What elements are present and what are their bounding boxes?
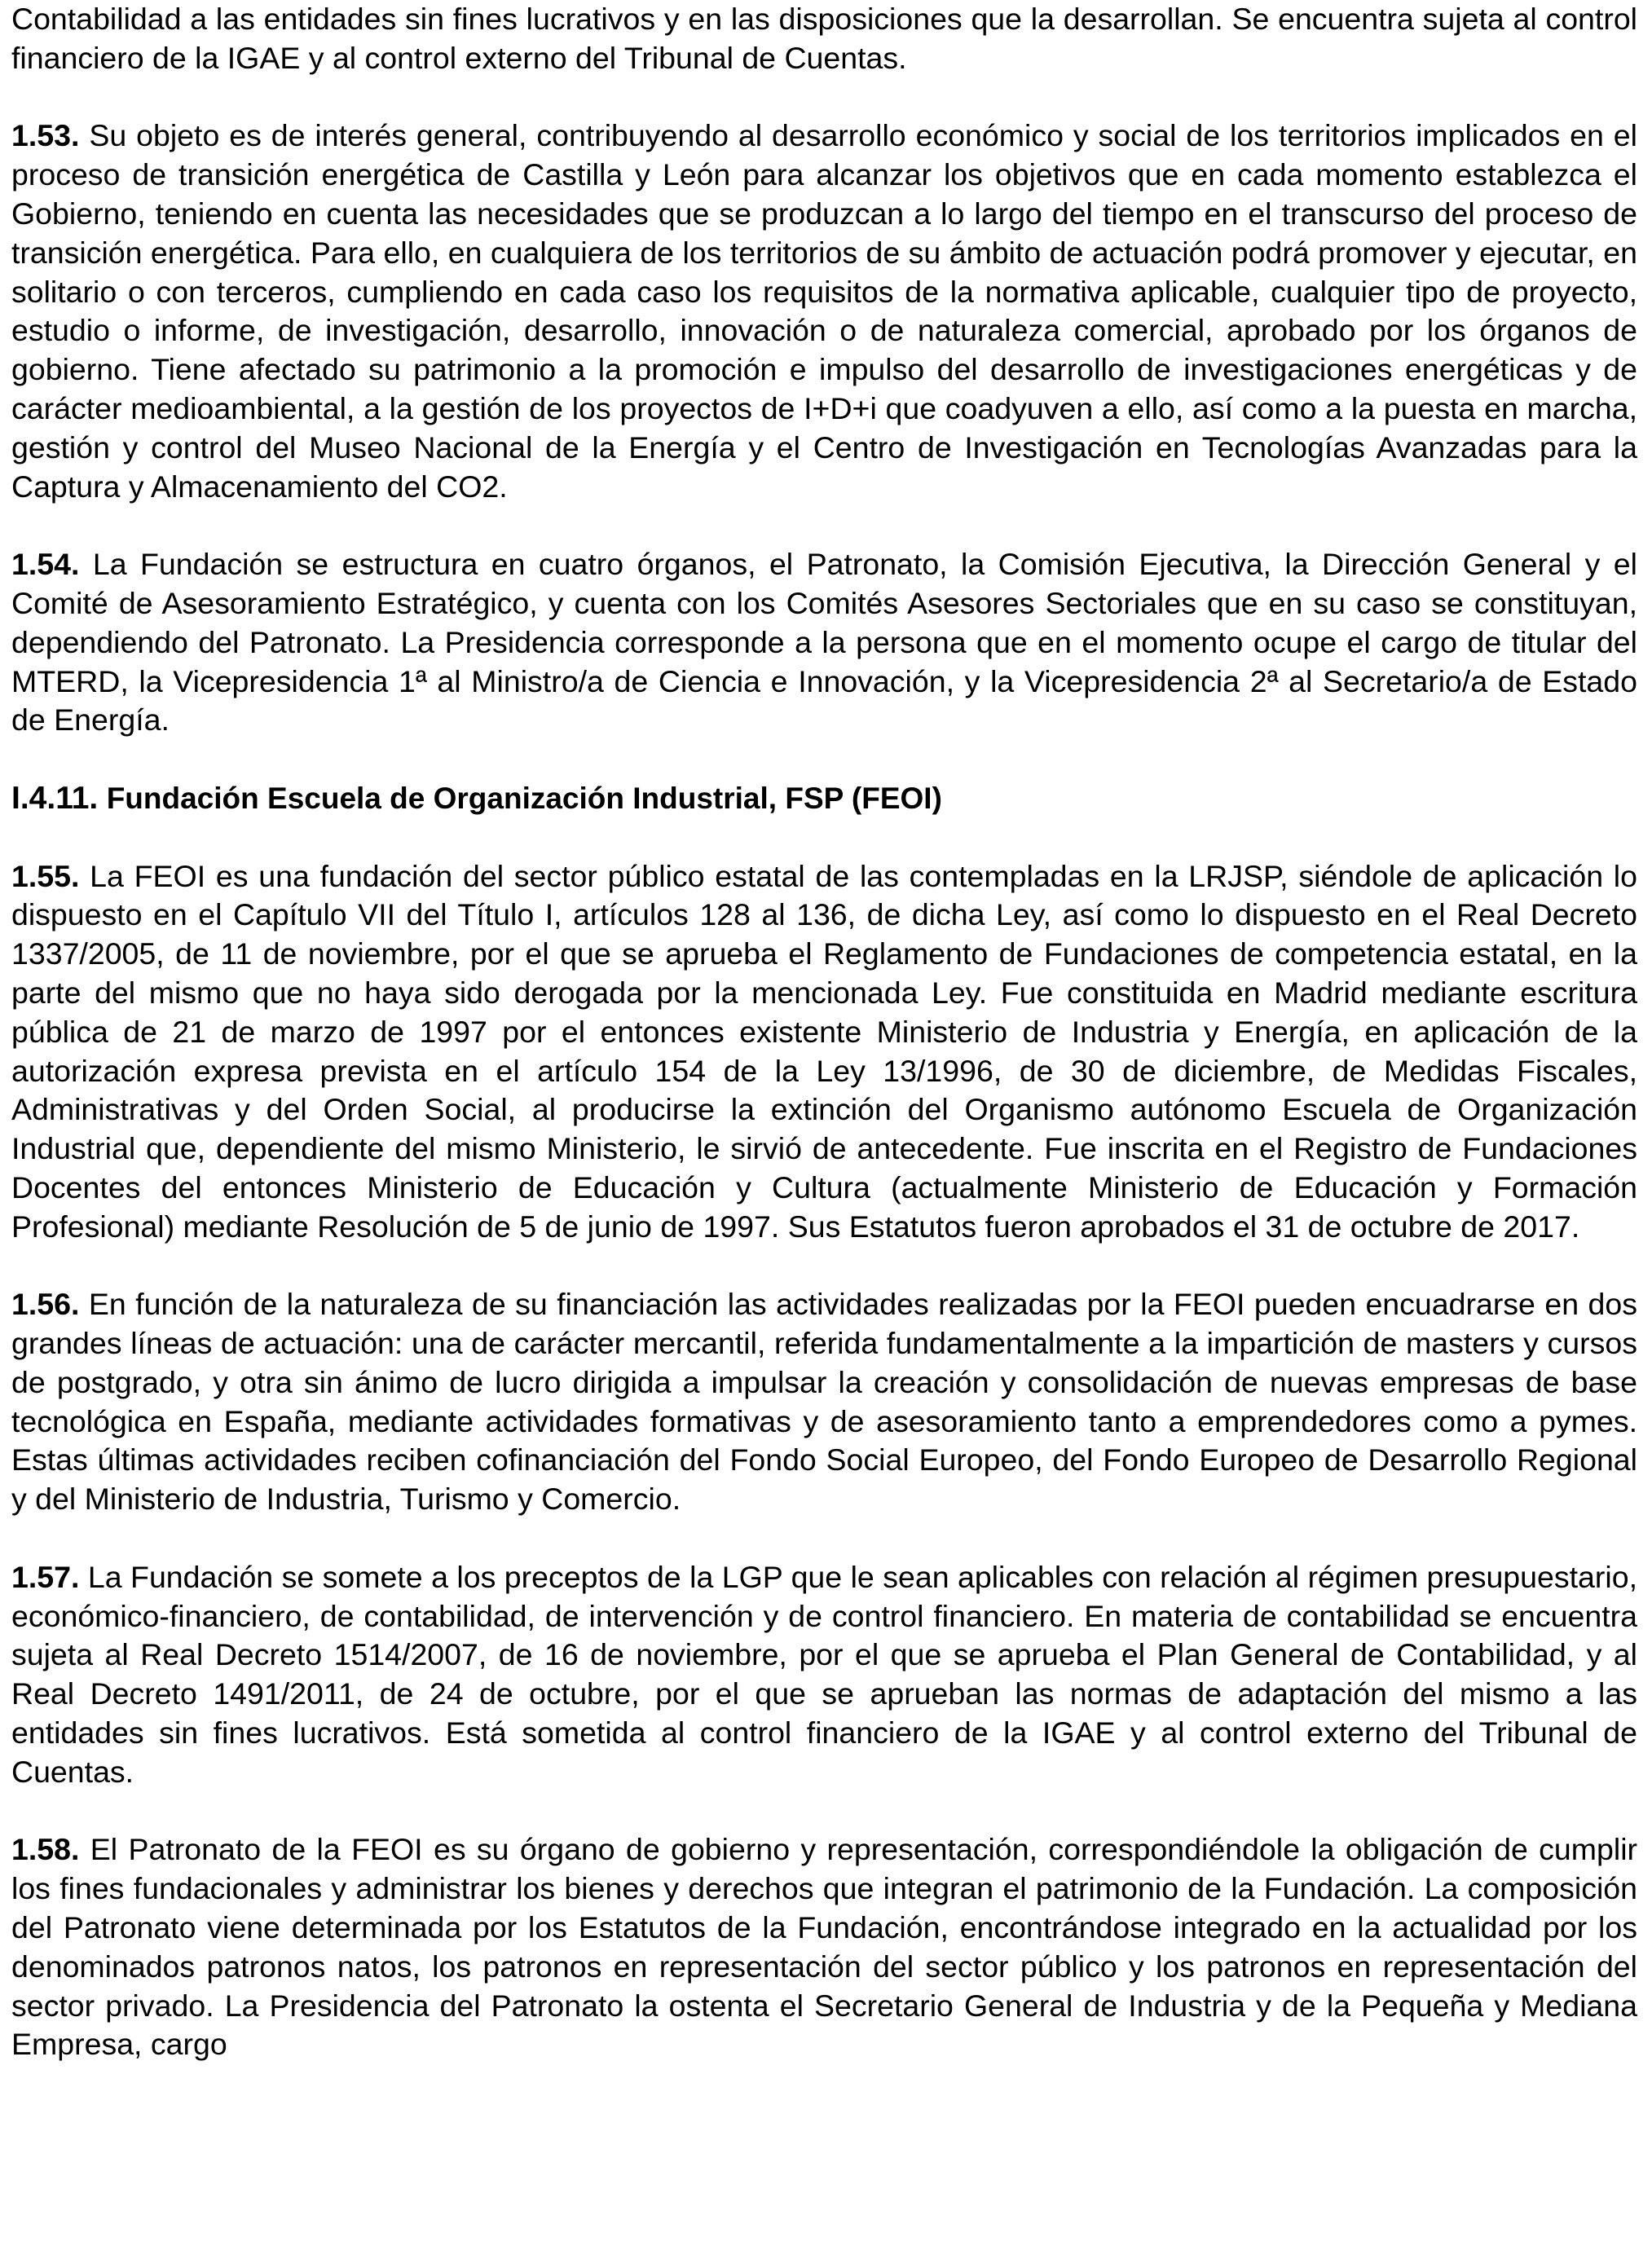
paragraph-text: El Patronato de la FEOI es su órgano de gobierno y representación, correspondiéndole la obligación de cumplir los fines fundacionales y administrar los bienes y derechos que integran el patrimonio de la Fundación. La composición del Patronato viene determinada por los Estatutos de la Fundación, encontrándose integrado en la actualidad por los denominados patronos natos, los patronos en representación del sector público y los patronos en representación del sector privado. La Presidencia del Patronato la ostenta el Secretario General de Industria y de la Pequeña y Mediana Empresa, cargo: [11, 1832, 1638, 2062]
paragraph-number: 1.58.: [11, 1832, 80, 1867]
paragraph-continuation: [11, 0, 1637, 78]
paragraph-text: La FEOI es una fundación del sector público estatal de las contempladas en la LRJSP, siéndole de aplicación lo dispuesto en el Capítulo VII del Título I, artículos 128 al 136, de dicha Ley, así como lo dispuesto en el Real Decreto 1337/2005, de 11 de noviembre, por el que se aprueba el Reglamento de Fundaciones de competencia estatal, en la parte del mismo que no haya sido derogada por la mencionada Ley. Fue constituida en Madrid mediante escritura pública de 21 de marzo de 1997 por el entonces existente Ministerio de Industria y Energía, en aplicación de la autorización expresa prevista en el artículo 154 de la Ley 13/1996, de 30 de diciembre, de Medidas Fiscales, Administrativas y del Orden Social, al producirse la extinción del Organismo autónomo Escuela de Organización Industrial que, dependiente del mismo Ministerio, le sirvió de antecedente. Fue inscrita en el Registro de Fundaciones Docentes del entonces Ministerio de Educación y Cultura (actualmente Ministerio de Educación y Formación Profesional) mediante Resolución de 5 de junio de 1997. Sus Estatutos fueron aprobados el 31 de octubre de 2017.: [11, 858, 1637, 1244]
paragraph-1-58: [11, 1830, 1637, 2064]
section-heading: [11, 779, 1637, 818]
paragraph-text: La Fundación se somete a los preceptos de la LGP que le sean aplicables con relación al régimen presupuestario, económico-financiero, de contabilidad, de intervención y de control financiero. En materia de contabilidad se encuentra sujeta al Real Decreto 1514/2007, de 16 de noviembre, por el que se aprueba el Plan General de Contabilidad, y al Real Decreto 1491/2011, de 24 de octubre, por el que se aprueban las normas de adaptación del mismo a las entidades sin fines lucrativos. Está sometida al control financiero de la IGAE y al control externo del Tribunal de Cuentas.: [11, 1559, 1637, 1789]
paragraph-text: En función de la naturaleza de su financiación las actividades realizadas por la FEOI pueden encuadrarse en dos grandes líneas de actuación: una de carácter mercantil, referida fundamentalmente a la impartición de masters y cursos de postgrado, y otra sin ánimo de lucro dirigida a impulsar la creación y consolidación de nuevas empresas de base tecnológica en España, mediante actividades formativas y de asesoramiento tanto a emprendedores como a pymes. Estas últimas actividades reciben cofinanciación del Fondo Social Europeo, del Fondo Europeo de Desarrollo Regional y del Ministerio de Industria, Turismo y Comercio.: [11, 1287, 1638, 1517]
paragraph-text: Contabilidad a las entidades sin fines lucrativos y en las disposiciones que la desarrollan. Se encuentra sujeta al control financiero de la IGAE y al control externo del Tribunal de Cuentas.: [11, 2, 1637, 75]
paragraph-1-55: [11, 857, 1637, 1247]
paragraph-number: 1.53.: [11, 118, 80, 153]
section-title: Fundación Escuela de Organización Industrial, FSP (FEOI): [106, 781, 942, 815]
paragraph-text: Su objeto es de interés general, contribuyendo al desarrollo económico y social de los territorios implicados en el proceso de transición energética de Castilla y León para alcanzar los objetivos que en cada momento establezca el Gobierno, teniendo en cuenta las necesidades que se produzcan a lo largo del tiempo en el transcurso del proceso de transición energética. Para ello, en cualquiera de los territorios de su ámbito de actuación podrá promover y ejecutar, en solitario o con terceros, cumpliendo en cada caso los requisitos de la normativa aplicable, cualquier tipo de proyecto, estudio o informe, de investigación, desarrollo, innovación o de naturaleza comercial, aprobado por los órganos de gobierno. Tiene afectado su patrimonio a la promoción e impulso del desarrollo de investigaciones energéticas y de carácter medioambiental, a la gestión de los proyectos de I+D+i que coadyuven a ello, así como a la puesta en marcha, gestión y control del Museo Nacional de la Energía y el Centro de Investigación en Tecnologías Avanzadas para la Captura y Almacenamiento del CO2.: [11, 118, 1637, 504]
document-page: [11, 0, 1637, 2103]
paragraph-1-57: [11, 1558, 1637, 1792]
paragraph-number: 1.55.: [11, 858, 80, 893]
paragraph-1-54: [11, 545, 1637, 740]
paragraph-1-53: [11, 117, 1637, 506]
paragraph-number: 1.57.: [11, 1559, 80, 1594]
paragraph-number: 1.56.: [11, 1287, 80, 1322]
paragraph-1-56: [11, 1285, 1637, 1519]
paragraph-number: 1.54.: [11, 547, 80, 582]
section-number: I.4.11.: [11, 780, 99, 816]
paragraph-text: La Fundación se estructura en cuatro órganos, el Patronato, la Comisión Ejecutiva, la Dirección General y el Comité de Asesoramiento Estratégico, y cuenta con los Comités Asesores Sectoriales que en su caso se constituyan, dependiendo del Patronato. La Presidencia corresponde a la persona que en el momento ocupe el cargo de titular del MTERD, la Vicepresidencia 1ª al Ministro/a de Ciencia e Innovación, y la Vicepresidencia 2ª al Secretario/a de Estado de Energía.: [11, 547, 1637, 738]
